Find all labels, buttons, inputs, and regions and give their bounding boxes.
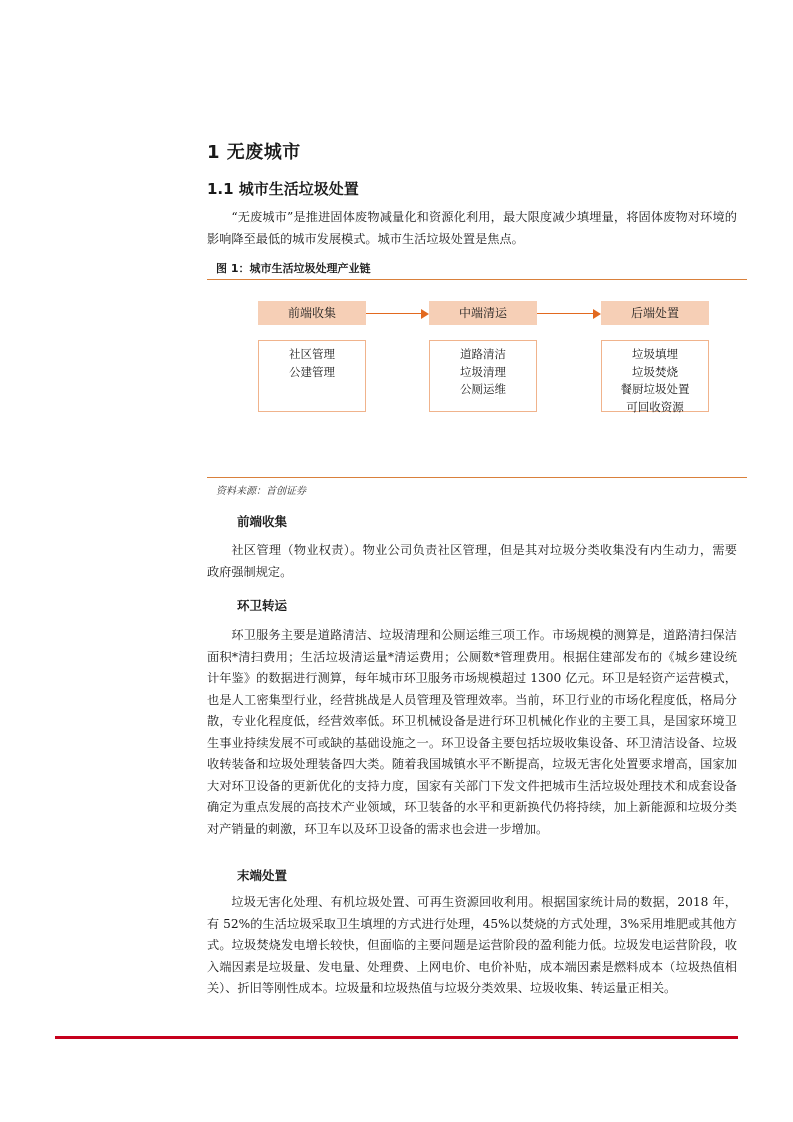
stage-front-header: 前端收集	[258, 301, 366, 325]
stage-item: 垃圾清理	[460, 364, 506, 379]
arrowhead-icon	[593, 309, 601, 319]
arrow-middle-to-end	[537, 313, 594, 314]
stage-item: 垃圾填埋	[632, 347, 678, 361]
front-heading: 前端收集	[237, 514, 288, 529]
figure-title: 图 1：城市生活垃圾处理产业链	[216, 262, 371, 275]
front-text: 社区管理（物业权责）。物业公司负责社区管理，但是其对垃圾分类收集没有内生动力，需要政府强制规定。	[207, 543, 737, 579]
section-title: 1 无废城市	[207, 142, 301, 163]
stage-end-header: 后端处置	[601, 301, 709, 325]
transfer-text: 环卫服务主要是道路清洁、垃圾清理和公厕运维三项工作。市场规模的测算是，道路清扫保洁面积*清扫费用；生活垃圾清运量*清运费用；公厕数*管理费用。根据住建部发布的《城乡建设统计年鉴》的数据进行测算，每年城市环卫服务市场规模超过 1300 亿元。环卫是轻资产运营模式，也是人工密集型行业，经营挑战是人员管理及管理效率。当前，环卫行业的市场化程度低，格局分散，专业化程度低，经营效率低。环卫机械设备是进行环卫机械化作业的主要工具，是国家环境卫生事业持续发展不可或缺的基础设施之一。环卫设备主要包括垃圾收集设备、环卫清洁设备、垃圾收转装备和垃圾处理装备四大类。随着我国城镇水平不断提高，垃圾无害化处置要求增高，国家加大对环卫设备的更新优化的支持力度，国家有关部门下发文件把城市生活垃圾处理技术和成套设备确定为重点发展的高技术产业领域，环卫装备的水平和更新换代仍将持续，加上新能源和垃圾分类对产销量的刺激，环卫车以及环卫设备的需求也会进一步增加。	[207, 628, 737, 836]
stage-middle-header: 中端清运	[429, 301, 537, 325]
end-heading: 末端处置	[237, 868, 288, 883]
figure-bottom-rule	[207, 477, 747, 478]
stage-item: 社区管理	[289, 347, 335, 361]
end-paragraph	[207, 892, 737, 1000]
stage-item: 垃圾焚烧	[632, 364, 678, 379]
stage-front-items	[258, 340, 366, 412]
transfer-paragraph	[207, 625, 737, 840]
intro-paragraph	[207, 207, 737, 250]
arrowhead-icon	[421, 309, 429, 319]
footer-divider	[55, 1036, 738, 1039]
front-paragraph	[207, 540, 737, 583]
stage-item: 可回收资源	[626, 399, 684, 414]
subsection-title: 1.1 城市生活垃圾处置	[207, 180, 359, 198]
figure-source: 资料来源：首创证券	[216, 486, 306, 497]
stage-end-items	[601, 340, 709, 412]
stage-item: 公建管理	[289, 364, 335, 379]
arrow-front-to-middle	[366, 313, 422, 314]
end-text: 垃圾无害化处理、有机垃圾处置、可再生资源回收利用。根据国家统计局的数据，2018 年，有 52%的生活垃圾采取卫生填埋的方式进行处理，45%以焚烧的方式处理，3%采用堆肥或其他方式。垃圾焚烧发电增长较快，但面临的主要问题是运营阶段的盈利能力低。垃圾发电运营阶段，收入端因素是垃圾量、发电量、处理费、上网电价、电价补贴，成本端因素是燃料成本（垃圾热值相关）、折旧等刚性成本。垃圾量和垃圾热值与垃圾分类效果、垃圾收集、转运量正相关。	[207, 895, 737, 995]
stage-item: 公厕运维	[460, 382, 506, 396]
stage-item: 道路清洁	[460, 347, 506, 361]
stage-item: 餐厨垃圾处置	[620, 382, 690, 396]
stage-middle-items	[429, 340, 537, 412]
figure-top-rule	[207, 279, 747, 280]
transfer-heading: 环卫转运	[237, 598, 288, 613]
intro-text: “无废城市”是推进固体废物减量化和资源化利用，最大限度减少填埋量，将固体废物对环境的影响降至最低的城市发展模式。城市生活垃圾处置是焦点。	[207, 210, 737, 246]
